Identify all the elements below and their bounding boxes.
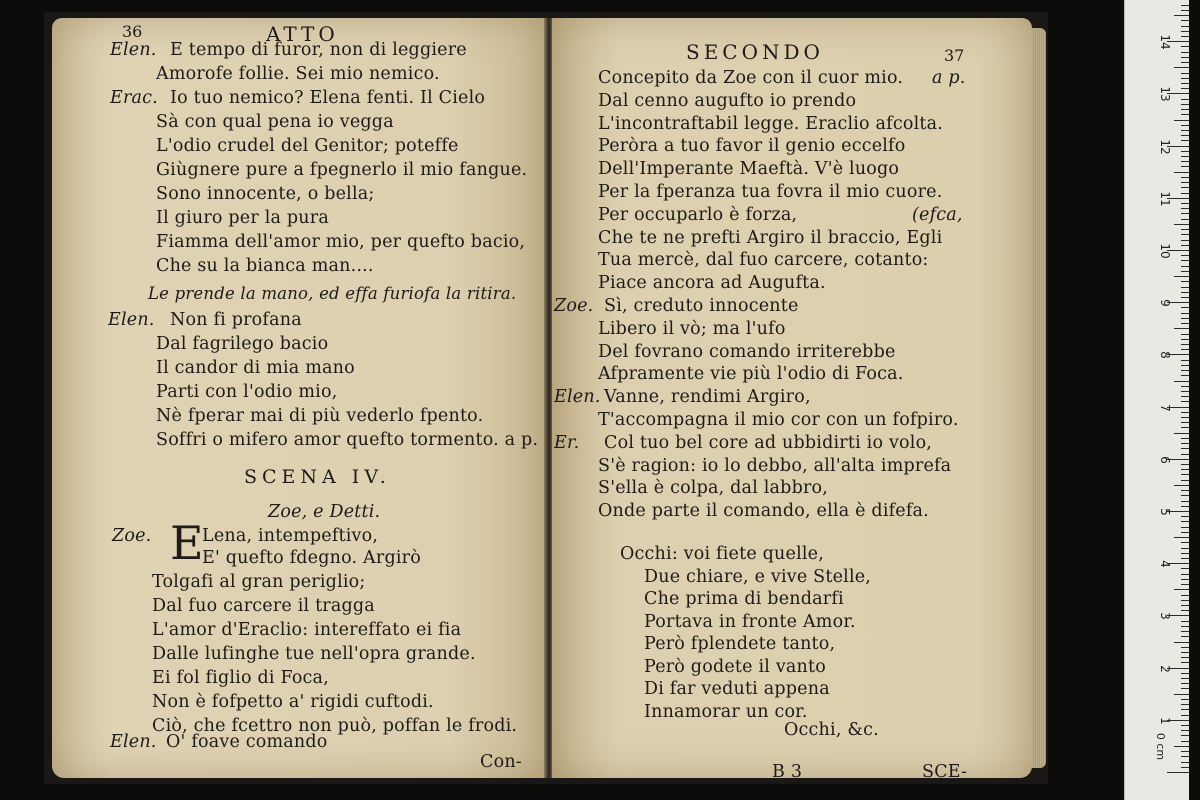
ruler-tick bbox=[1181, 78, 1189, 79]
text-line: Ei fol figlio di Foca, bbox=[152, 668, 329, 688]
ruler-tick bbox=[1174, 381, 1189, 382]
ruler-tick bbox=[1181, 125, 1189, 126]
drop-cap: E bbox=[170, 516, 204, 570]
ruler-tick bbox=[1181, 208, 1189, 209]
text-line: Col tuo bel core ad ubbidirti io volo, bbox=[604, 432, 933, 453]
page-edges bbox=[1032, 28, 1046, 768]
speaker-label: Er. bbox=[554, 432, 580, 453]
ruler-tick bbox=[1181, 501, 1189, 502]
ruler-number: 1 bbox=[1158, 716, 1172, 725]
speaker-elen: Elen. bbox=[110, 732, 157, 752]
ruler-tick bbox=[1181, 427, 1189, 428]
ruler-number: 9 bbox=[1158, 299, 1172, 307]
ruler-tick bbox=[1181, 605, 1189, 606]
text-line: Tolgafi al gran periglio; bbox=[152, 572, 366, 592]
ruler-tick bbox=[1181, 140, 1189, 141]
ruler-number: 5 bbox=[1158, 508, 1172, 516]
text-line: Che su la bianca man.... bbox=[156, 256, 374, 276]
ruler-number: 10 bbox=[1158, 243, 1172, 259]
catchword: Con- bbox=[480, 752, 522, 772]
text-line: Ciò, che fcettro non può, poffan le frodi. bbox=[152, 716, 518, 736]
ruler-tick bbox=[1181, 725, 1189, 726]
aria-repeat: Occhi, &c. bbox=[784, 720, 879, 740]
ruler-number: 7 bbox=[1158, 403, 1172, 412]
ruler-tick bbox=[1174, 120, 1189, 121]
ruler-tick bbox=[1174, 642, 1189, 643]
speaker-label: Elen. bbox=[110, 40, 157, 60]
speaker-zoe: Zoe. bbox=[112, 526, 152, 546]
ruler-tick bbox=[1181, 307, 1189, 308]
ruler-tick bbox=[1181, 187, 1189, 188]
text-line: E' quefto fdegno. Argirò bbox=[202, 548, 421, 568]
ruler-tick bbox=[1181, 730, 1189, 731]
text-line: Io tuo nemico? Elena fenti. Il Cielo bbox=[170, 88, 486, 108]
ruler-tick bbox=[1181, 46, 1189, 47]
text-line: Nè fperar mai di più vederlo fpento. bbox=[156, 406, 484, 426]
ruler-tick bbox=[1174, 224, 1189, 225]
aria-line: Che prima di bendarfi bbox=[644, 589, 844, 609]
ruler-tick bbox=[1181, 161, 1189, 162]
ruler-tick bbox=[1181, 318, 1189, 319]
text-line: Onde parte il comando, ella è difefa. bbox=[598, 501, 929, 522]
ruler-tick bbox=[1181, 344, 1189, 345]
ruler-tick bbox=[1181, 579, 1189, 580]
ruler-tick bbox=[1181, 751, 1189, 752]
ruler-tick bbox=[1181, 683, 1189, 684]
text-line: Dell'Imperante Maeftà. V'è luogo bbox=[598, 159, 900, 180]
ruler-tick bbox=[1181, 203, 1189, 204]
ruler-tick bbox=[1181, 109, 1189, 110]
text-line: Dal fagrilego bacio bbox=[156, 334, 329, 354]
signature-mark: B 3 bbox=[772, 762, 803, 782]
ruler-number: 14 bbox=[1158, 34, 1172, 50]
ruler-tick bbox=[1181, 527, 1189, 528]
ruler-tick bbox=[1181, 735, 1189, 736]
page-number: 37 bbox=[944, 46, 965, 65]
text-line: Dalle lufinghe tue nell'opra grande. bbox=[152, 644, 476, 664]
aria-line: Però godete il vanto bbox=[644, 656, 826, 677]
text-line: Non è fofpetto a' rigidi cuftodi. bbox=[152, 692, 434, 712]
ruler-tick bbox=[1181, 699, 1189, 700]
ruler-tick bbox=[1181, 574, 1189, 575]
ruler-tick bbox=[1181, 715, 1189, 716]
ruler-tick bbox=[1181, 349, 1189, 350]
ruler-tick bbox=[1174, 746, 1189, 747]
text-line: Piace ancora ad Augufta. bbox=[598, 273, 826, 294]
ruler-tick bbox=[1181, 412, 1189, 413]
scene-title: SCENA IV. bbox=[244, 466, 391, 488]
ruler-tick bbox=[1181, 391, 1189, 392]
text-line: O' foave comando bbox=[166, 732, 328, 752]
ruler-tick bbox=[1181, 704, 1189, 705]
text-line: Sà con qual pena io vegga bbox=[156, 112, 394, 132]
ruler-tick bbox=[1181, 469, 1189, 470]
ruler-tick bbox=[1181, 10, 1189, 11]
ruler-number: 8 bbox=[1158, 351, 1172, 360]
right-page bbox=[552, 18, 1032, 782]
ruler-tick bbox=[1181, 621, 1189, 622]
ruler-tick bbox=[1181, 245, 1189, 246]
ruler-tick bbox=[1181, 506, 1189, 507]
text-line: Il candor di mia mano bbox=[156, 358, 355, 378]
ruler-tick bbox=[1181, 464, 1189, 465]
ruler-tick bbox=[1181, 281, 1189, 282]
stage-direction: Le prende la mano, ed effa furiofa la ritira. bbox=[148, 284, 517, 303]
ruler-tick bbox=[1181, 610, 1189, 611]
ruler-tick bbox=[1181, 193, 1189, 194]
ruler-tick bbox=[1181, 130, 1189, 131]
text-line: Parti con l'odio mio, bbox=[156, 382, 338, 402]
text-line: S'ella è colpa, dal labbro, bbox=[598, 478, 829, 499]
ruler-tick bbox=[1181, 448, 1189, 449]
ruler-tick bbox=[1181, 386, 1189, 387]
text-line: T'accompagna il mio cor con un fofpiro. bbox=[598, 410, 959, 430]
scene-persons: Zoe, e Detti. bbox=[268, 502, 381, 522]
ruler-tick bbox=[1181, 631, 1189, 632]
ruler-tick bbox=[1181, 287, 1189, 288]
ruler-tick bbox=[1181, 323, 1189, 324]
ruler-tick bbox=[1174, 15, 1189, 16]
speaker-label: Erac. bbox=[110, 88, 158, 108]
ruler-tick bbox=[1181, 548, 1189, 549]
text-line: Fiamma dell'amor mio, per quefto bacio, bbox=[156, 232, 526, 252]
text-line: Amorofe follie. Sei mio nemico. bbox=[156, 64, 440, 84]
ruler-number: 13 bbox=[1158, 86, 1172, 103]
text-line: Libero il vò; ma l'ufo bbox=[598, 318, 786, 339]
ruler-tick bbox=[1181, 26, 1189, 27]
ruler-tick bbox=[1181, 490, 1189, 491]
ruler-tick bbox=[1181, 568, 1189, 569]
ruler-tick bbox=[1181, 36, 1189, 37]
ruler-number: 11 bbox=[1158, 191, 1172, 207]
ruler-tick bbox=[1174, 67, 1189, 68]
ruler-tick bbox=[1174, 694, 1189, 695]
aria-line: Di far veduti appena bbox=[644, 679, 830, 699]
ruler-tick bbox=[1181, 542, 1189, 543]
ruler-tick bbox=[1181, 626, 1189, 627]
ruler-tick bbox=[1181, 417, 1189, 418]
text-line: Soffri o mifero amor quefto tormento. a p. bbox=[156, 430, 539, 450]
ruler-tick bbox=[1181, 558, 1189, 559]
ruler-tick bbox=[1181, 255, 1189, 256]
ruler-tick bbox=[1181, 240, 1189, 241]
ruler-tick bbox=[1181, 756, 1189, 757]
ruler-tick bbox=[1181, 313, 1189, 314]
ruler-tick bbox=[1181, 480, 1189, 481]
ruler-tick bbox=[1181, 741, 1189, 742]
ruler-tick bbox=[1181, 532, 1189, 533]
ruler-tick bbox=[1181, 474, 1189, 475]
ruler-tick bbox=[1181, 73, 1189, 74]
text-line: Concepito da Zoe con il cuor mio. bbox=[598, 68, 904, 88]
ruler-tick bbox=[1181, 516, 1189, 517]
ruler-tick bbox=[1181, 83, 1189, 84]
left-page bbox=[52, 18, 546, 778]
text-line: E tempo di furor, non di leggiere bbox=[170, 40, 467, 60]
text-line: Per la fperanza tua fovra il mio cuore. bbox=[598, 182, 943, 202]
ruler-tick bbox=[1181, 454, 1189, 455]
ruler-tick bbox=[1181, 584, 1189, 585]
ruler-tick bbox=[1181, 57, 1189, 58]
text-line: Il giuro per la pura bbox=[156, 208, 329, 228]
ruler-tick bbox=[1181, 521, 1189, 522]
ruler-tick bbox=[1181, 219, 1189, 220]
text-line: Dal cenno augufto io prendo bbox=[598, 90, 857, 111]
ruler-tick bbox=[1181, 636, 1189, 637]
ruler-tick bbox=[1181, 339, 1189, 340]
aria-line: Però fplendete tanto, bbox=[644, 634, 836, 654]
ruler-tick bbox=[1181, 401, 1189, 402]
ruler-number: 2 bbox=[1158, 664, 1172, 673]
text-line: Tua mercè, dal fuo carcere, cotanto: bbox=[598, 250, 929, 271]
ruler-tick bbox=[1174, 328, 1189, 329]
ruler-unit: 0 cm bbox=[1154, 732, 1168, 761]
ruler-number: 4 bbox=[1158, 560, 1172, 568]
ruler-tick bbox=[1181, 647, 1189, 648]
ruler-tick bbox=[1181, 104, 1189, 105]
ruler-tick bbox=[1181, 62, 1189, 63]
ruler-tick bbox=[1181, 678, 1189, 679]
ruler-tick bbox=[1181, 31, 1189, 32]
text-line: L'incontraftabil legge. Eraclio afcolta. bbox=[598, 113, 944, 134]
ruler-tick bbox=[1181, 135, 1189, 136]
ruler-tick bbox=[1181, 553, 1189, 554]
aria-line: Due chiare, e vive Stelle, bbox=[644, 566, 872, 587]
text-line: Giùgnere pure a fpegnerlo il mio fangue. bbox=[156, 160, 528, 180]
ruler-tick bbox=[1181, 151, 1189, 152]
ruler-tick bbox=[1181, 767, 1189, 768]
text-line: L'odio crudel del Genitor; poteffe bbox=[156, 136, 459, 156]
ruler-tick bbox=[1181, 156, 1189, 157]
ruler-tick bbox=[1181, 177, 1189, 178]
ruler-tick bbox=[1174, 172, 1189, 173]
ruler-tick bbox=[1174, 537, 1189, 538]
ruler-tick bbox=[1181, 114, 1189, 115]
ruler-tick bbox=[1181, 709, 1189, 710]
ruler-tick bbox=[1181, 422, 1189, 423]
ruler-tick bbox=[1181, 182, 1189, 183]
text-line: Afpramente vie più l'odio di Foca. bbox=[598, 364, 904, 385]
ruler-tick bbox=[1181, 495, 1189, 496]
aria-line: Innamorar un cor. bbox=[644, 701, 808, 722]
ruler-tick bbox=[1181, 443, 1189, 444]
ruler-tick bbox=[1181, 271, 1189, 272]
ruler-tick bbox=[1181, 652, 1189, 653]
ruler-tick bbox=[1181, 600, 1189, 601]
text-line: Lena, intempeftivo, bbox=[202, 526, 379, 546]
text-line: Sì, creduto innocente bbox=[604, 296, 799, 316]
ruler-number: 3 bbox=[1158, 612, 1172, 621]
aside-mark: (efca, bbox=[912, 204, 963, 225]
text-line: L'amor d'Eraclio: intereffato ei fia bbox=[152, 620, 462, 640]
ruler-tick bbox=[1174, 276, 1189, 277]
text-line: Dal fuo carcere il tragga bbox=[152, 596, 375, 616]
ruler-number: 12 bbox=[1158, 138, 1172, 155]
ruler-tick bbox=[1181, 229, 1189, 230]
text-line: Vanne, rendimi Argiro, bbox=[604, 387, 811, 408]
ruler-tick bbox=[1181, 88, 1189, 89]
aria-line: Occhi: voi fiete quelle, bbox=[620, 544, 824, 564]
speaker-label: Elen. bbox=[108, 310, 155, 330]
ruler-tick bbox=[1181, 688, 1189, 689]
page-number: 36 bbox=[122, 22, 143, 41]
text-line: Per occuparlo è forza, bbox=[598, 204, 798, 225]
speaker-label: Zoe. bbox=[554, 296, 594, 316]
ruler-tick bbox=[1181, 662, 1189, 663]
ruler-tick bbox=[1181, 375, 1189, 376]
ruler-tick bbox=[1181, 99, 1189, 100]
aside-mark: a p. bbox=[932, 68, 966, 88]
ruler-tick bbox=[1167, 772, 1189, 773]
measuring-ruler bbox=[1124, 0, 1189, 800]
ruler-tick bbox=[1181, 297, 1189, 298]
running-header: ATTO bbox=[266, 22, 339, 46]
ruler-tick bbox=[1181, 260, 1189, 261]
aria-line: Portava in fronte Amor. bbox=[644, 611, 856, 632]
ruler-tick bbox=[1174, 433, 1189, 434]
running-header: SECONDO bbox=[686, 40, 824, 64]
ruler-tick bbox=[1181, 657, 1189, 658]
ruler-tick bbox=[1181, 5, 1189, 6]
text-line: Peròra a tuo favor il genio eccelfo bbox=[598, 136, 906, 157]
ruler-tick bbox=[1174, 589, 1189, 590]
ruler-tick bbox=[1181, 673, 1189, 674]
ruler-tick bbox=[1181, 20, 1189, 21]
ruler-tick bbox=[1181, 213, 1189, 214]
book-spread bbox=[44, 12, 1048, 784]
ruler-tick bbox=[1181, 234, 1189, 235]
ruler-tick bbox=[1181, 365, 1189, 366]
ruler-tick bbox=[1181, 438, 1189, 439]
ruler-tick bbox=[1181, 762, 1189, 763]
ruler-tick bbox=[1174, 485, 1189, 486]
ruler-number: 6 bbox=[1158, 455, 1172, 464]
ruler-tick bbox=[1181, 360, 1189, 361]
ruler-tick bbox=[1181, 334, 1189, 335]
text-line: Non fi profana bbox=[170, 310, 302, 330]
catchword: SCE- bbox=[922, 762, 968, 782]
ruler-tick bbox=[1181, 166, 1189, 167]
speaker-label: Elen. bbox=[554, 387, 601, 408]
text-line: Sono innocente, o bella; bbox=[156, 184, 375, 204]
ruler-tick bbox=[1181, 396, 1189, 397]
ruler-tick bbox=[1181, 595, 1189, 596]
ruler-tick bbox=[1181, 266, 1189, 267]
text-line: S'è ragion: io lo debbo, all'alta imprefa bbox=[598, 455, 952, 476]
text-line: Del fovrano comando irriterebbe bbox=[598, 341, 896, 362]
ruler-tick bbox=[1181, 370, 1189, 371]
ruler-tick bbox=[1181, 52, 1189, 53]
ruler-tick bbox=[1181, 292, 1189, 293]
text-line: Che te ne prefti Argiro il braccio, Egli bbox=[598, 227, 943, 248]
